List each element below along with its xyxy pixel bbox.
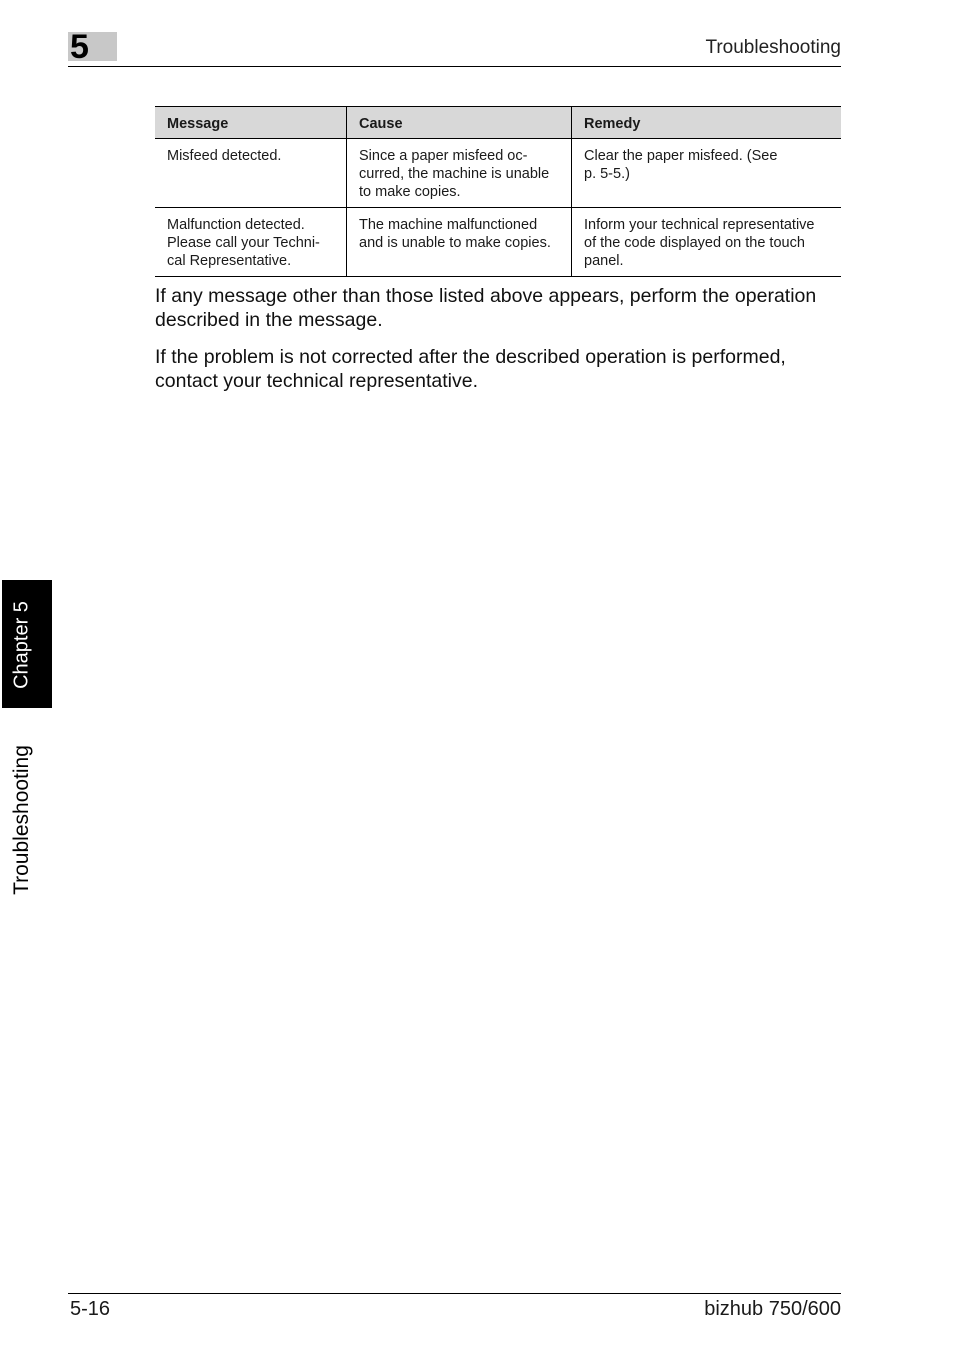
paragraph-line: described in the message. bbox=[155, 309, 383, 331]
cell-line: Clear the paper misfeed. (See bbox=[584, 148, 778, 164]
chapter-number: 5 bbox=[70, 28, 89, 66]
cell-cause bbox=[347, 139, 572, 208]
footer-rule bbox=[68, 1293, 841, 1294]
header-message: Message bbox=[155, 107, 347, 139]
cell-line: Inform your technical representative bbox=[584, 217, 815, 233]
message-table bbox=[155, 106, 841, 277]
cell-remedy bbox=[572, 208, 842, 277]
cell-line: curred, the machine is unable bbox=[359, 166, 550, 182]
table-row bbox=[155, 208, 841, 277]
cell-line: of the code displayed on the touch bbox=[584, 235, 805, 251]
body-paragraph-2 bbox=[155, 345, 855, 393]
header-section-title: Troubleshooting bbox=[705, 37, 841, 58]
body-paragraph-1 bbox=[155, 284, 855, 332]
paragraph-line: If the problem is not corrected after the described operation is performed, bbox=[155, 346, 786, 368]
table-header-row bbox=[155, 107, 841, 139]
cell-line: Misfeed detected. bbox=[167, 148, 282, 164]
header-rule bbox=[68, 66, 841, 67]
paragraph-line: contact your technical representative. bbox=[155, 370, 479, 392]
header-cause: Cause bbox=[347, 107, 572, 139]
cell-line: to make copies. bbox=[359, 184, 461, 200]
cell-cause bbox=[347, 208, 572, 277]
side-section-label: Troubleshooting bbox=[10, 745, 33, 895]
side-chapter-label: Chapter 5 bbox=[10, 601, 33, 689]
table-row bbox=[155, 139, 841, 208]
cell-line: cal Representative. bbox=[167, 253, 292, 269]
cell-line: panel. bbox=[584, 253, 624, 269]
paragraph-line: If any message other than those listed above appears, perform the operation bbox=[155, 285, 817, 307]
footer-product-name: bizhub 750/600 bbox=[704, 1298, 841, 1320]
cell-message bbox=[155, 139, 347, 208]
cell-line: Since a paper misfeed oc- bbox=[359, 148, 528, 164]
header-remedy: Remedy bbox=[572, 107, 842, 139]
cell-remedy bbox=[572, 139, 842, 208]
cell-line: and is unable to make copies. bbox=[359, 235, 551, 251]
cell-line: Malfunction detected. bbox=[167, 217, 305, 233]
cell-line: The machine malfunctioned bbox=[359, 217, 538, 233]
cell-line: p. 5-5.) bbox=[584, 166, 630, 182]
footer-page-number: 5-16 bbox=[70, 1298, 111, 1320]
cell-message bbox=[155, 208, 347, 277]
cell-line: Please call your Techni- bbox=[167, 235, 320, 251]
